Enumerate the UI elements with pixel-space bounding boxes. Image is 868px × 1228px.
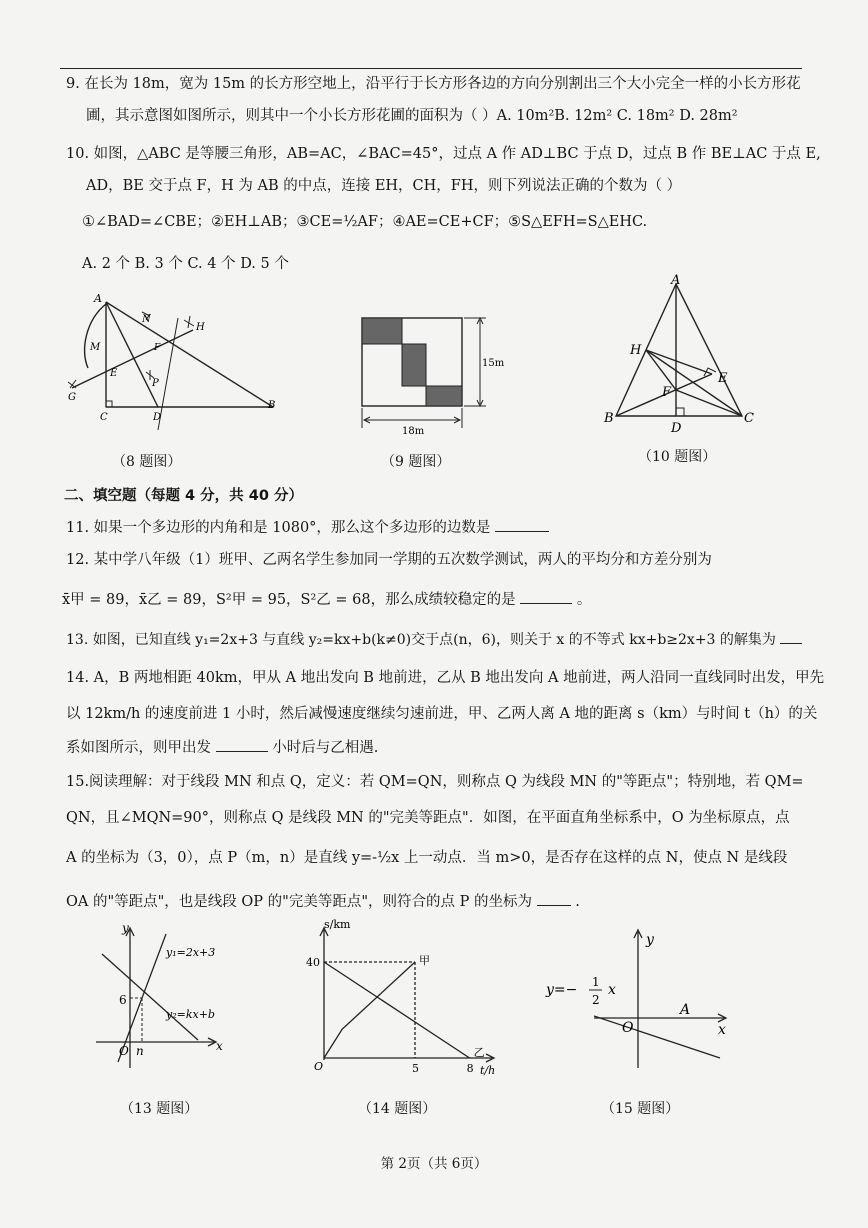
fig15-x-label: x: [718, 1022, 726, 1038]
fig14-ytick-40: 40: [306, 956, 320, 969]
figure-8: [58, 290, 288, 425]
fig15-line: [594, 1016, 720, 1058]
fig10-label-d: D: [671, 421, 682, 436]
fig10-label-f: F: [662, 385, 672, 400]
figure-10: [604, 270, 764, 436]
fig14-plot-area: [324, 962, 470, 1058]
fig14-jia-label: 甲: [419, 954, 430, 967]
q13-answer-blank[interactable]: [780, 643, 802, 644]
q15-line-3: A 的坐标为（3，0），点 P（m，n）是直线 y=-½x 上一动点．当 m>0，是否存在这样的点 N，使点 N 是线段: [66, 850, 788, 866]
page-footer: 第 2页（共 6页）: [380, 1156, 488, 1172]
fig14-caption: （14 题图）: [358, 1101, 437, 1117]
fig8-label-m: M: [90, 342, 101, 353]
q14-line-3: [66, 738, 378, 758]
fig13-line1-label: y₁=2x+3: [166, 946, 216, 959]
q12-after: 。: [576, 592, 592, 608]
fig15-a-label: A: [680, 1002, 691, 1018]
q14-line-2: 以 12km/h 的速度前进 1 小时，然后减慢速度继续匀速前进，甲、乙两人离 A 地的距离 s（km）与时间 t（h）的关: [66, 706, 818, 722]
q13-line-1: [66, 630, 802, 650]
q15-after: .: [575, 894, 580, 910]
q9-line-1: 9. 在长为 18m，宽为 15m 的长方形空地上，沿平行于长方形各边的方向分别割出三个大小完全一样的小长方形花: [66, 76, 801, 92]
q13-text: 13. 如图，已知直线 y₁=2x+3 与直线 y₂=kx+b(k≠0)交于点(n，6)，则关于 x 的不等式 kx+b≥2x+3 的解集为: [66, 632, 776, 648]
fig10-label-b: B: [604, 411, 614, 426]
section-2-title: 二、填空题（每题 4 分，共 40 分）: [64, 488, 303, 504]
fig14-series-yi: [324, 962, 470, 1058]
fig14-xtick-8: 8: [466, 1062, 474, 1075]
fig13-caption: （13 题图）: [120, 1101, 199, 1117]
q11-text: 11. 如果一个多边形的内角和是 1080°，那么这个多边形的边数是: [66, 520, 491, 536]
figure-13: [86, 922, 236, 1072]
q10-line-2: AD，BE 交于点 F，H 为 AB 的中点，连接 EH，CH，FH，则下列说法正确的个数为（ ）: [86, 178, 682, 194]
q9-line-2: 圃，其示意图如图所示，则其中一个小长方形花圃的面积为（ ）A. 10m²B. 12m² C. 18m² D. 28m²: [86, 108, 738, 124]
fig10-line-hc: [646, 350, 742, 416]
fig8-label-c: C: [100, 412, 108, 423]
q11-line: [66, 518, 549, 538]
fig15-label-pre: y=−: [546, 982, 578, 998]
fig8-label-p: P: [152, 378, 159, 389]
q15-text: OA 的"等距点"，也是线段 OP 的"完美等距点"，则符合的点 P 的坐标为: [66, 894, 532, 910]
q10-options: A. 2 个 B. 3 个 C. 4 个 D. 5 个: [82, 256, 289, 272]
fig15-label-num: 1: [592, 975, 600, 989]
fig8-label-b: B: [268, 400, 276, 411]
q15-line-4: [66, 892, 580, 912]
fig9-width-label: 18m: [402, 426, 425, 437]
q14-text-b: 小时后与乙相遇.: [272, 740, 379, 756]
fig14-origin-label: O: [314, 1060, 324, 1073]
fig14-x-label: t/h: [480, 1064, 496, 1077]
fig8-label-g: G: [68, 392, 76, 403]
q15-line-2: QN，且∠MQN=90°，则称点 Q 是线段 MN 的"完美等距点"．如图，在平面直角坐标系中，O 为坐标原点，点: [66, 810, 790, 826]
fig9-caption: （9 题图）: [381, 454, 451, 470]
fig10-label-e: E: [718, 371, 728, 386]
top-rule: [60, 68, 802, 69]
q14-text-a: 系如图所示，则甲出发: [66, 740, 211, 756]
fig13-n-label: n: [136, 1044, 144, 1058]
fig13-x-label: x: [216, 1039, 223, 1053]
fig8-bisector: [72, 330, 193, 388]
fig15-label-den: 2: [592, 993, 600, 1007]
figure-14: [298, 920, 508, 1080]
fig13-y-label: y: [122, 921, 129, 935]
fig8-label-e: E: [110, 368, 118, 379]
fig13-line2-label: y₂=kx+b: [166, 1008, 215, 1021]
q10-statements: ①∠BAD=∠CBE；②EH⊥AB；③CE=½AF；④AE=CE+CF；⑤S△EFH=S△EHC.: [82, 214, 648, 230]
fig8-label-f: F: [154, 343, 161, 353]
q11-answer-blank[interactable]: [495, 531, 549, 532]
figure-9: [350, 312, 505, 438]
fig8-arc: [85, 304, 106, 368]
fig8-caption: （8 题图）: [112, 454, 182, 470]
fig13-origin-label: O: [119, 1044, 129, 1058]
q15-line-1: 15.阅读理解：对于线段 MN 和点 Q，定义：若 QM=QN，则称点 Q 为线段 MN 的"等距点"；特别地，若 QM=: [66, 774, 804, 790]
q10-line-1: 10. 如图，△ABC 是等腰三角形，AB=AC，∠BAC=45°，过点 A 作 AD⊥BC 于点 D，过点 B 作 BE⊥AC 于点 E,: [66, 146, 821, 162]
fig15-line-label: [545, 975, 616, 1007]
q14-line-1: 14. A，B 两地相距 40km，甲从 A 地出发向 B 地前进，乙从 B 地出发向 A 地前进，两人沿同一直线同时出发，甲先: [66, 670, 825, 686]
fig9-bed-3: [426, 386, 462, 406]
fig14-y-label: s/km: [324, 918, 351, 931]
fig10-label-a: A: [671, 273, 681, 288]
fig10-label-h: H: [630, 343, 642, 358]
fig13-six-label: 6: [119, 993, 127, 1007]
fig8-label-d: D: [153, 412, 162, 423]
fig8-label-h: H: [196, 322, 205, 333]
q12-line-1: 12. 某中学八年级（1）班甲、乙两名学生参加同一学期的五次数学测试，两人的平均分和方差分别为: [66, 552, 712, 568]
fig15-y-label: y: [646, 932, 654, 948]
fig14-xtick-5: 5: [412, 1062, 419, 1075]
fig15-caption: （15 题图）: [601, 1101, 680, 1117]
fig10-caption: （10 题图）: [638, 449, 717, 465]
fig8-label-n: N: [142, 314, 151, 325]
q12-line-2: [62, 590, 591, 610]
q15-answer-blank[interactable]: [537, 905, 571, 906]
fig10-line-he: [646, 350, 712, 374]
fig15-origin-label: O: [622, 1020, 634, 1036]
q12-stats: x̄甲 = 89，x̄乙 = 89，S²甲 = 95，S²乙 = 68，那么成绩较稳定的是: [62, 592, 516, 608]
fig14-series-jia: [324, 962, 415, 1058]
fig13-line-y2: [102, 954, 198, 1040]
q12-answer-blank[interactable]: [520, 603, 572, 604]
fig8-label-a: A: [94, 292, 102, 305]
fig9-height-label: 15m: [482, 358, 505, 369]
fig9-bed-2: [402, 344, 426, 386]
q14-answer-blank[interactable]: [216, 751, 268, 752]
fig14-yi-label: 乙: [473, 1046, 485, 1059]
fig10-label-c: C: [744, 411, 754, 426]
fig9-bed-1: [362, 318, 402, 344]
fig15-label-x: x: [608, 982, 616, 998]
figure-15: [544, 922, 740, 1072]
